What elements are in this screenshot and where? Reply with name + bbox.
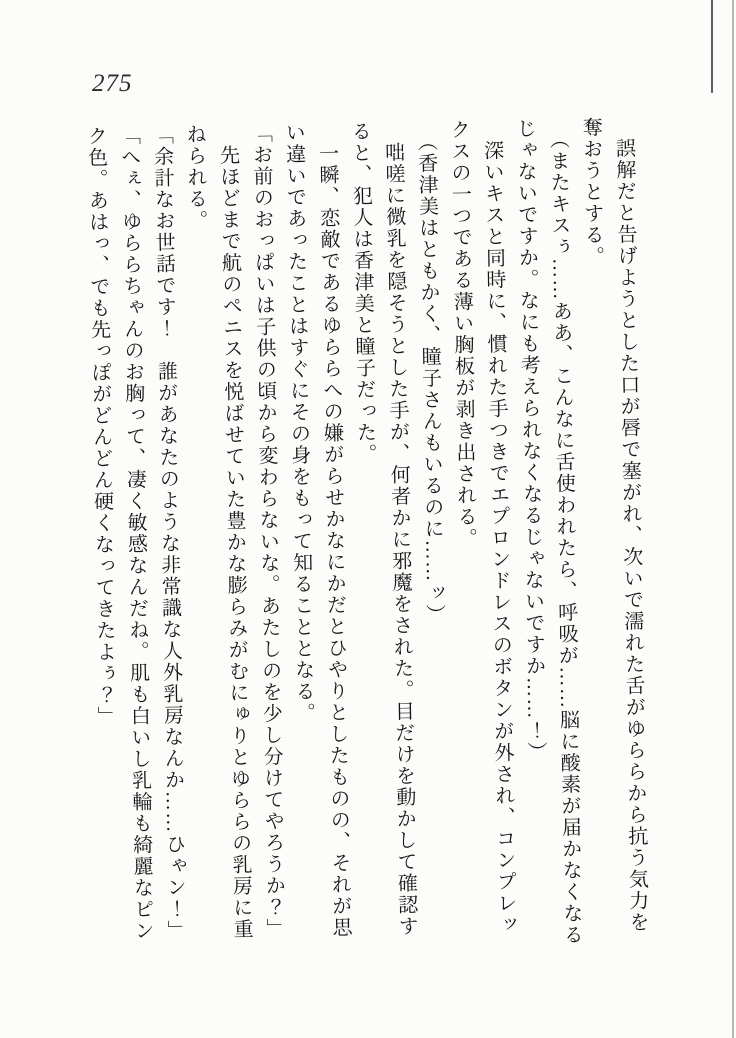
page-edge-line <box>732 0 734 1038</box>
text-line: 「へぇ、ゆららちゃんのお胸って、凄く敏感なんだね。肌も白いし乳輪も綺麗なピン <box>117 124 154 942</box>
scan-artifact-line <box>711 0 713 93</box>
text-line: 奪おうとする。 <box>579 116 604 268</box>
text-line: （香津美はともかく、瞳子さんもいるのに……ッ） <box>414 119 445 626</box>
text-line: クスの一つである薄い胸板が剥き出される。 <box>447 118 477 550</box>
page-text <box>78 116 654 974</box>
page-number: 275 <box>92 70 133 97</box>
text-line: ク色。あはっ、でも先っぽがどんどん硬くなってきたよぅ？」 <box>84 125 117 728</box>
text-line: 誤解だと告げようとした口が唇で塞がれ、次いで濡れた舌がゆららから抗う気力を <box>612 116 649 934</box>
text-line: ると、犯人は香津美と瞳子だった。 <box>348 120 377 466</box>
text-line: 咄嗟に微乳を隠そうとした手が、何者かに邪魔をされた。目だけを動かして確認す <box>381 120 418 938</box>
text-line: じゃないですか。なにも考えられなくなるじゃないですか……！） <box>513 117 547 764</box>
text-line: 先ほどまで航のペニスを悦ばせていた豊かな膨らみがむにゅりとゆららの乳房に重 <box>216 122 253 941</box>
text-line: 「余計なお世話です！ 誰があなたのような非常識な人外乳房なんか……ひゃン！」 <box>150 124 187 942</box>
text-line: い違いであったことはすぐにその身をもって知ることとなる。 <box>282 121 315 725</box>
text-line: 「お前のおっぱいは子供の頃から変わらないな。あたしのを少し分けてやろうか？」 <box>249 122 286 940</box>
text-line: ねられる。 <box>183 123 207 232</box>
text-line: （またキスぅ……ああ、こんなに舌使われたら、呼吸が……脳に酸素が届かなくなる <box>546 117 583 946</box>
text-line: 深いキスと同時に、慣れた手つきでエプロンドレスのボタンが外され、コンプレッ <box>480 118 517 936</box>
text-line: 一瞬、恋敵であるゆららへの嫌がらせかなにかだとひやりとしたものの、それが思 <box>315 121 352 939</box>
